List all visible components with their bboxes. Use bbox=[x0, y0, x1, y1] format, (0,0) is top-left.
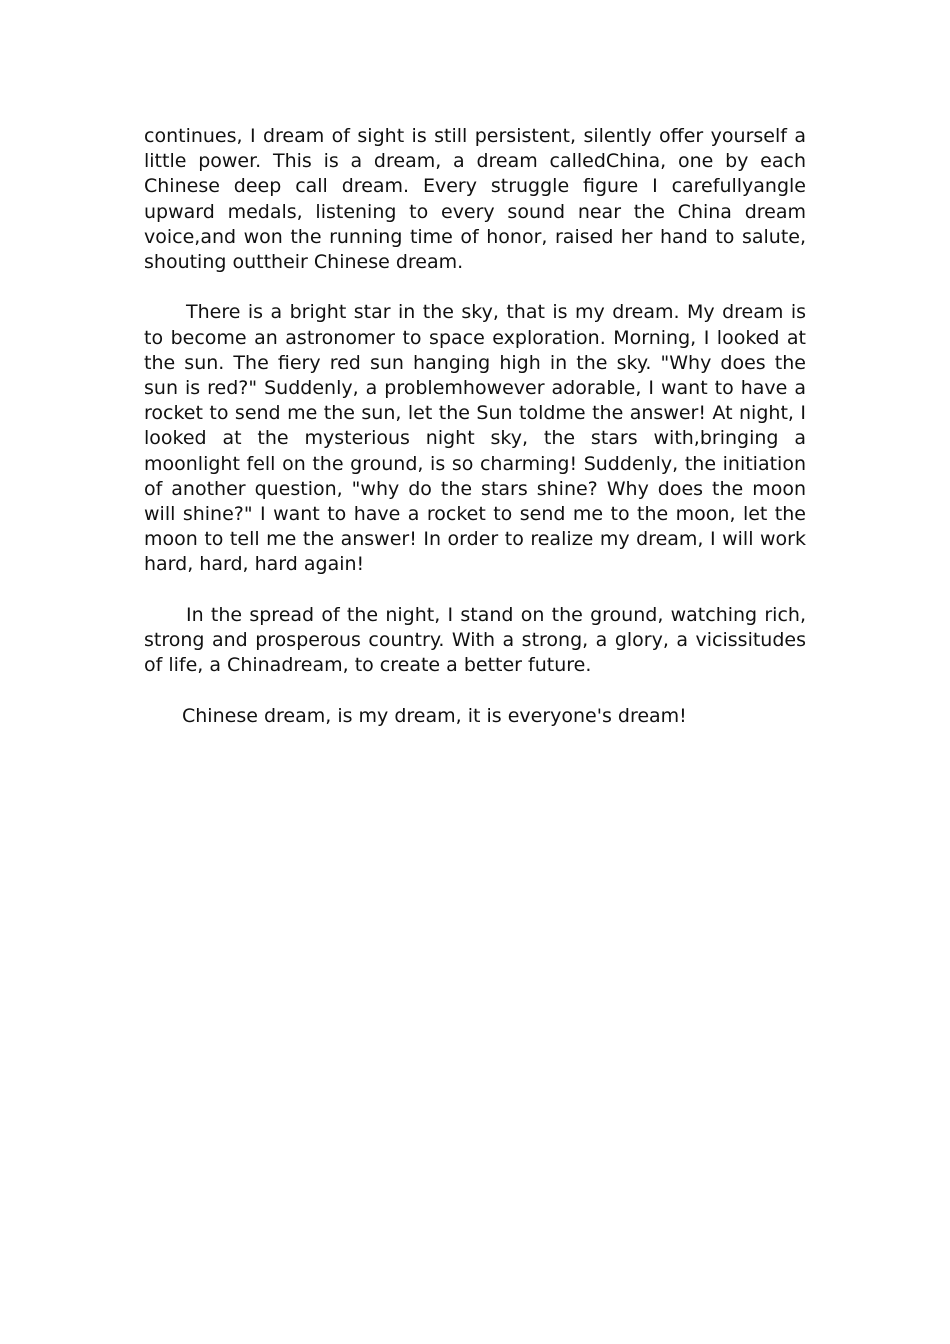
document-body bbox=[144, 124, 806, 754]
paragraph-night-country: In the spread of the night, I stand on the ground, watching rich, strong and prosperous country. With a strong, a glory, a vicissitudes of life, a Chinadream, to create a better future. bbox=[144, 603, 806, 677]
paragraph-continuation: continues, I dream of sight is still persistent, silently offer yourself a little power. This is a dream, a dream calledChina, one by each Chinese deep call dream. Every struggle figure I carefullyangle upward medals, listening to every sound near the China dream voice,and won the running time of honor, raised her hand to salute, shouting outtheir Chinese dream. bbox=[144, 125, 806, 274]
paragraph-astronomer-dream: There is a bright star in the sky, that is my dream. My dream is to become an astronomer to space exploration. Morning, I looked at the sun. The fiery red sun hanging high in the sky. "Why does the sun is red?" Suddenly, a problemhowever adorable, I want to have a rocket to send me the sun, let the Sun toldme the answer! At night, I looked at the mysterious night sky, the stars with,bringing a moonlight fell on the ground, is so charming! Suddenly, the initiation of another question, "why do the stars shine? Why does the moon will shine?" I want to have a rocket to send me to the moon, let the moon to tell me the answer! In order to realize my dream, I will work hard, hard, hard again! bbox=[144, 301, 806, 576]
paragraph-closing: Chinese dream, is my dream, it is everyone's dream! bbox=[182, 704, 687, 727]
